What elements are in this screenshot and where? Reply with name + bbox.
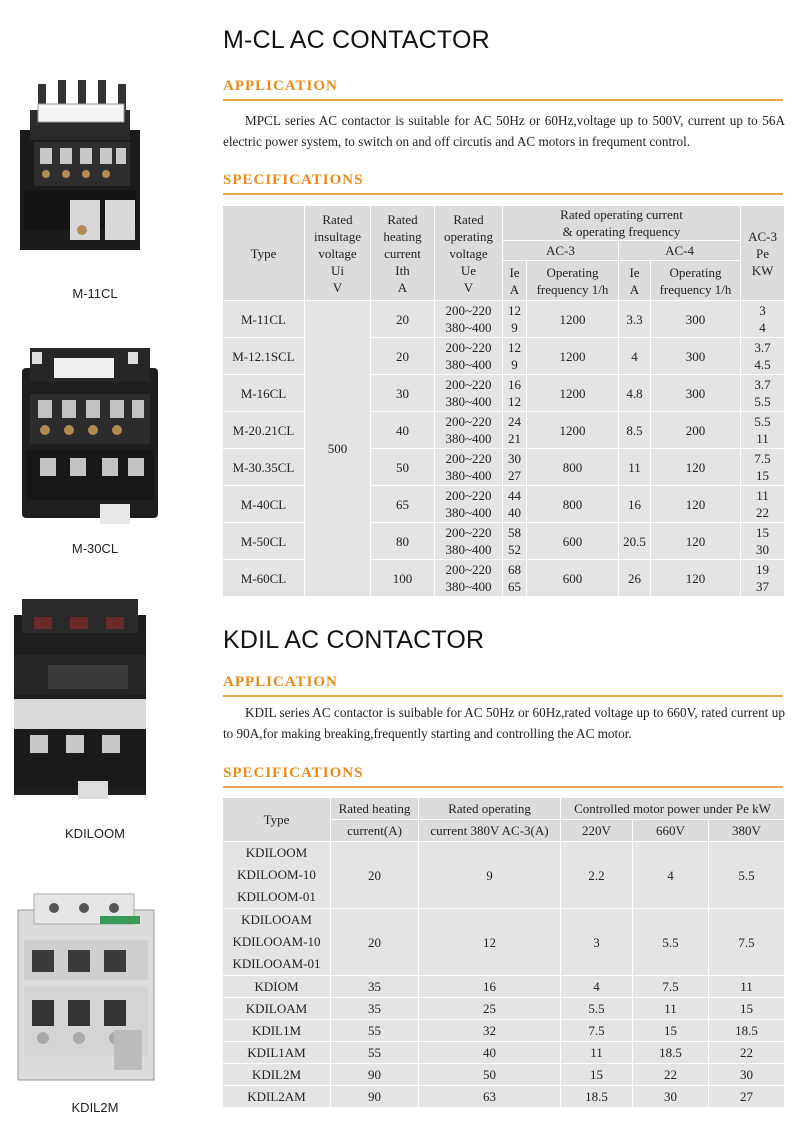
mcl-pe: 15 30 bbox=[741, 523, 785, 560]
table-row bbox=[223, 301, 785, 338]
mcl-ith: 65 bbox=[371, 486, 435, 523]
mcl-ie4: 26 bbox=[619, 560, 651, 597]
kdil-heating: 35 bbox=[331, 998, 419, 1020]
mcl-header-ue: Rated operating voltage Ue V bbox=[435, 206, 503, 301]
kdil-operating: 9 bbox=[419, 842, 561, 909]
mcl-ue: 200~220 380~400 bbox=[435, 412, 503, 449]
kdil-heating: 20 bbox=[331, 909, 419, 976]
mcl-header-freq4: Operating frequency 1/h bbox=[651, 261, 741, 301]
table-row bbox=[223, 842, 785, 909]
kdil-type: KDILOOM KDILOOM-10 KDILOOM-01 bbox=[223, 842, 331, 909]
mcl-ie3: 30 27 bbox=[503, 449, 527, 486]
kdil-p380: 18.5 bbox=[709, 1020, 785, 1042]
kdil-p220: 4 bbox=[561, 976, 633, 998]
mcl-header-ui: Rated insultage voltage Ui V bbox=[305, 206, 371, 301]
kdil-spec-heading: SPECIFICATIONS bbox=[223, 765, 364, 781]
mcl-freq3: 1200 bbox=[527, 412, 619, 449]
mcl-ue: 200~220 380~400 bbox=[435, 486, 503, 523]
product-caption: KDILOOM bbox=[65, 826, 125, 841]
kdil-heating: 90 bbox=[331, 1086, 419, 1108]
mcl-ie3: 58 52 bbox=[503, 523, 527, 560]
mcl-pe: 3.7 4.5 bbox=[741, 338, 785, 375]
kdil-p220: 11 bbox=[561, 1042, 633, 1064]
mcl-freq3: 800 bbox=[527, 486, 619, 523]
mcl-type: M-20.21CL bbox=[223, 412, 305, 449]
mcl-freq3: 800 bbox=[527, 449, 619, 486]
kdil-p220: 18.5 bbox=[561, 1086, 633, 1108]
kdil-p660: 11 bbox=[633, 998, 709, 1020]
mcl-ue: 200~220 380~400 bbox=[435, 375, 503, 412]
mcl-ie3: 12 9 bbox=[503, 338, 527, 375]
kdil-operating: 25 bbox=[419, 998, 561, 1020]
kdil-heating: 55 bbox=[331, 1042, 419, 1064]
mcl-pe: 3 4 bbox=[741, 301, 785, 338]
table-row bbox=[223, 998, 785, 1020]
mcl-ie4: 20.5 bbox=[619, 523, 651, 560]
mcl-pe: 11 22 bbox=[741, 486, 785, 523]
table-row bbox=[223, 909, 785, 976]
kdil-header-operating: Rated operating bbox=[419, 798, 561, 820]
mcl-spec-table bbox=[222, 205, 785, 597]
kdil-p660: 4 bbox=[633, 842, 709, 909]
mcl-type: M-11CL bbox=[223, 301, 305, 338]
kdil-type: KDIL1AM bbox=[223, 1042, 331, 1064]
mcl-freq3: 1200 bbox=[527, 301, 619, 338]
kdil-header-380v: 380V bbox=[709, 820, 785, 842]
mcl-ith: 80 bbox=[371, 523, 435, 560]
mcl-ue: 200~220 380~400 bbox=[435, 301, 503, 338]
mcl-type: M-60CL bbox=[223, 560, 305, 597]
mcl-header-ith: Rated heating current Ith A bbox=[371, 206, 435, 301]
mcl-ie4: 3.3 bbox=[619, 301, 651, 338]
kdil-header-660v: 660V bbox=[633, 820, 709, 842]
mcl-ie3: 44 40 bbox=[503, 486, 527, 523]
kdil-p660: 30 bbox=[633, 1086, 709, 1108]
kdil-header-heating-unit: current(A) bbox=[331, 820, 419, 842]
mcl-ith: 20 bbox=[371, 338, 435, 375]
kdil-header-operating-unit: current 380V AC-3(A) bbox=[419, 820, 561, 842]
mcl-pe: 3.7 5.5 bbox=[741, 375, 785, 412]
mcl-freq4: 120 bbox=[651, 449, 741, 486]
mcl-freq4: 120 bbox=[651, 486, 741, 523]
kdil-type: KDIOM bbox=[223, 976, 331, 998]
kdil-p220: 15 bbox=[561, 1064, 633, 1086]
kdil-operating: 32 bbox=[419, 1020, 561, 1042]
kdil-p220: 7.5 bbox=[561, 1020, 633, 1042]
mcl-ue: 200~220 380~400 bbox=[435, 338, 503, 375]
mcl-freq4: 120 bbox=[651, 523, 741, 560]
mcl-header-ie3: Ie A bbox=[503, 261, 527, 301]
kdil-p380: 11 bbox=[709, 976, 785, 998]
mcl-ie4: 4 bbox=[619, 338, 651, 375]
kdil-p380: 27 bbox=[709, 1086, 785, 1108]
kdil-p220: 2.2 bbox=[561, 842, 633, 909]
mcl-pe: 5.5 11 bbox=[741, 412, 785, 449]
kdil-operating: 63 bbox=[419, 1086, 561, 1108]
kdil-header-220v: 220V bbox=[561, 820, 633, 842]
mcl-freq4: 300 bbox=[651, 301, 741, 338]
mcl-application-text: MPCL series AC contactor is suitable for AC 50Hz or 60Hz,voltage up to 500V, current up to 56A electric power system, to switch on and off circutis and AC motors in frequment control. bbox=[223, 113, 785, 149]
table-row bbox=[223, 1086, 785, 1108]
mcl-ie4: 8.5 bbox=[619, 412, 651, 449]
mcl-freq3: 1200 bbox=[527, 338, 619, 375]
mcl-type: M-50CL bbox=[223, 523, 305, 560]
kdil-p660: 22 bbox=[633, 1064, 709, 1086]
mcl-ui-value: 500 bbox=[305, 301, 371, 597]
mcl-ith: 50 bbox=[371, 449, 435, 486]
mcl-type: M-30.35CL bbox=[223, 449, 305, 486]
mcl-spec-rule bbox=[223, 193, 783, 195]
kdil-type: KDILOAM bbox=[223, 998, 331, 1020]
contactor-kdiloom-image bbox=[8, 595, 158, 810]
product-caption: KDIL2M bbox=[71, 1100, 119, 1115]
mcl-ith: 20 bbox=[371, 301, 435, 338]
mcl-freq3: 600 bbox=[527, 523, 619, 560]
mcl-ie4: 16 bbox=[619, 486, 651, 523]
mcl-header-ac3: AC-3 bbox=[503, 241, 619, 261]
kdil-type: KDIL2AM bbox=[223, 1086, 331, 1108]
mcl-ie3: 12 9 bbox=[503, 301, 527, 338]
mcl-ie4: 4.8 bbox=[619, 375, 651, 412]
kdil-spec-rule bbox=[223, 786, 783, 788]
kdil-p220: 5.5 bbox=[561, 998, 633, 1020]
kdil-title: KDIL AC CONTACTOR bbox=[223, 626, 485, 654]
mcl-ie3: 24 21 bbox=[503, 412, 527, 449]
contactor-kdil2m-image bbox=[14, 890, 164, 1090]
mcl-header-ie4: Ie A bbox=[619, 261, 651, 301]
mcl-header-operating-current: Rated operating current & operating frequency bbox=[503, 206, 741, 241]
mcl-freq4: 120 bbox=[651, 560, 741, 597]
kdil-heating: 35 bbox=[331, 976, 419, 998]
kdil-operating: 12 bbox=[419, 909, 561, 976]
mcl-type: M-12.1SCL bbox=[223, 338, 305, 375]
contactor-m30cl-image bbox=[10, 338, 170, 528]
mcl-pe: 19 37 bbox=[741, 560, 785, 597]
kdil-header-motor-power: Controlled motor power under Pe kW bbox=[561, 798, 785, 820]
kdil-type: KDIL2M bbox=[223, 1064, 331, 1086]
mcl-pe: 7.5 15 bbox=[741, 449, 785, 486]
mcl-freq4: 300 bbox=[651, 338, 741, 375]
mcl-application-heading: APPLICATION bbox=[223, 78, 338, 94]
table-row bbox=[223, 1064, 785, 1086]
mcl-freq3: 1200 bbox=[527, 375, 619, 412]
mcl-title: M-CL AC CONTACTOR bbox=[223, 26, 490, 54]
kdil-p380: 5.5 bbox=[709, 842, 785, 909]
mcl-ith: 100 bbox=[371, 560, 435, 597]
kdil-type: KDIL1M bbox=[223, 1020, 331, 1042]
mcl-type: M-16CL bbox=[223, 375, 305, 412]
table-row bbox=[223, 976, 785, 998]
table-row bbox=[223, 1042, 785, 1064]
kdil-p660: 7.5 bbox=[633, 976, 709, 998]
table-row bbox=[223, 1020, 785, 1042]
kdil-application-rule bbox=[223, 695, 783, 697]
kdil-p660: 18.5 bbox=[633, 1042, 709, 1064]
contactor-m11cl-image bbox=[10, 70, 160, 260]
kdil-heating: 55 bbox=[331, 1020, 419, 1042]
kdil-heating: 90 bbox=[331, 1064, 419, 1086]
mcl-ie3: 16 12 bbox=[503, 375, 527, 412]
mcl-header-ac4: AC-4 bbox=[619, 241, 741, 261]
kdil-application-heading: APPLICATION bbox=[223, 674, 338, 690]
product-caption: M-11CL bbox=[72, 286, 118, 301]
mcl-header-type: Type bbox=[223, 206, 305, 301]
mcl-header-pe: AC-3 Pe KW bbox=[741, 206, 785, 301]
kdil-p220: 3 bbox=[561, 909, 633, 976]
mcl-ith: 30 bbox=[371, 375, 435, 412]
mcl-ue: 200~220 380~400 bbox=[435, 449, 503, 486]
mcl-application-rule bbox=[223, 99, 783, 101]
mcl-type: M-40CL bbox=[223, 486, 305, 523]
mcl-spec-heading: SPECIFICATIONS bbox=[223, 172, 364, 188]
kdil-p660: 15 bbox=[633, 1020, 709, 1042]
kdil-p380: 15 bbox=[709, 998, 785, 1020]
kdil-p380: 22 bbox=[709, 1042, 785, 1064]
kdil-p380: 7.5 bbox=[709, 909, 785, 976]
kdil-operating: 40 bbox=[419, 1042, 561, 1064]
mcl-freq4: 200 bbox=[651, 412, 741, 449]
kdil-type: KDILOOAM KDILOOAM-10 KDILOOAM-01 bbox=[223, 909, 331, 976]
product-caption: M-30CL bbox=[71, 541, 119, 556]
mcl-header-freq3: Operating frequency 1/h bbox=[527, 261, 619, 301]
mcl-ue: 200~220 380~400 bbox=[435, 560, 503, 597]
mcl-ith: 40 bbox=[371, 412, 435, 449]
mcl-ie3: 68 65 bbox=[503, 560, 527, 597]
kdil-header-heating: Rated heating bbox=[331, 798, 419, 820]
kdil-p660: 5.5 bbox=[633, 909, 709, 976]
kdil-spec-table bbox=[222, 797, 785, 1108]
kdil-heating: 20 bbox=[331, 842, 419, 909]
mcl-ie4: 11 bbox=[619, 449, 651, 486]
mcl-freq4: 300 bbox=[651, 375, 741, 412]
mcl-ue: 200~220 380~400 bbox=[435, 523, 503, 560]
kdil-operating: 50 bbox=[419, 1064, 561, 1086]
mcl-freq3: 600 bbox=[527, 560, 619, 597]
kdil-application-text: KDIL series AC contactor is suibable for AC 50Hz or 60Hz,rated voltage up to 660V, rated current up to 90A,for making breaking,frequently starting and controlling the AC motor. bbox=[223, 705, 785, 741]
kdil-p380: 30 bbox=[709, 1064, 785, 1086]
kdil-operating: 16 bbox=[419, 976, 561, 998]
kdil-header-type: Type bbox=[223, 798, 331, 842]
